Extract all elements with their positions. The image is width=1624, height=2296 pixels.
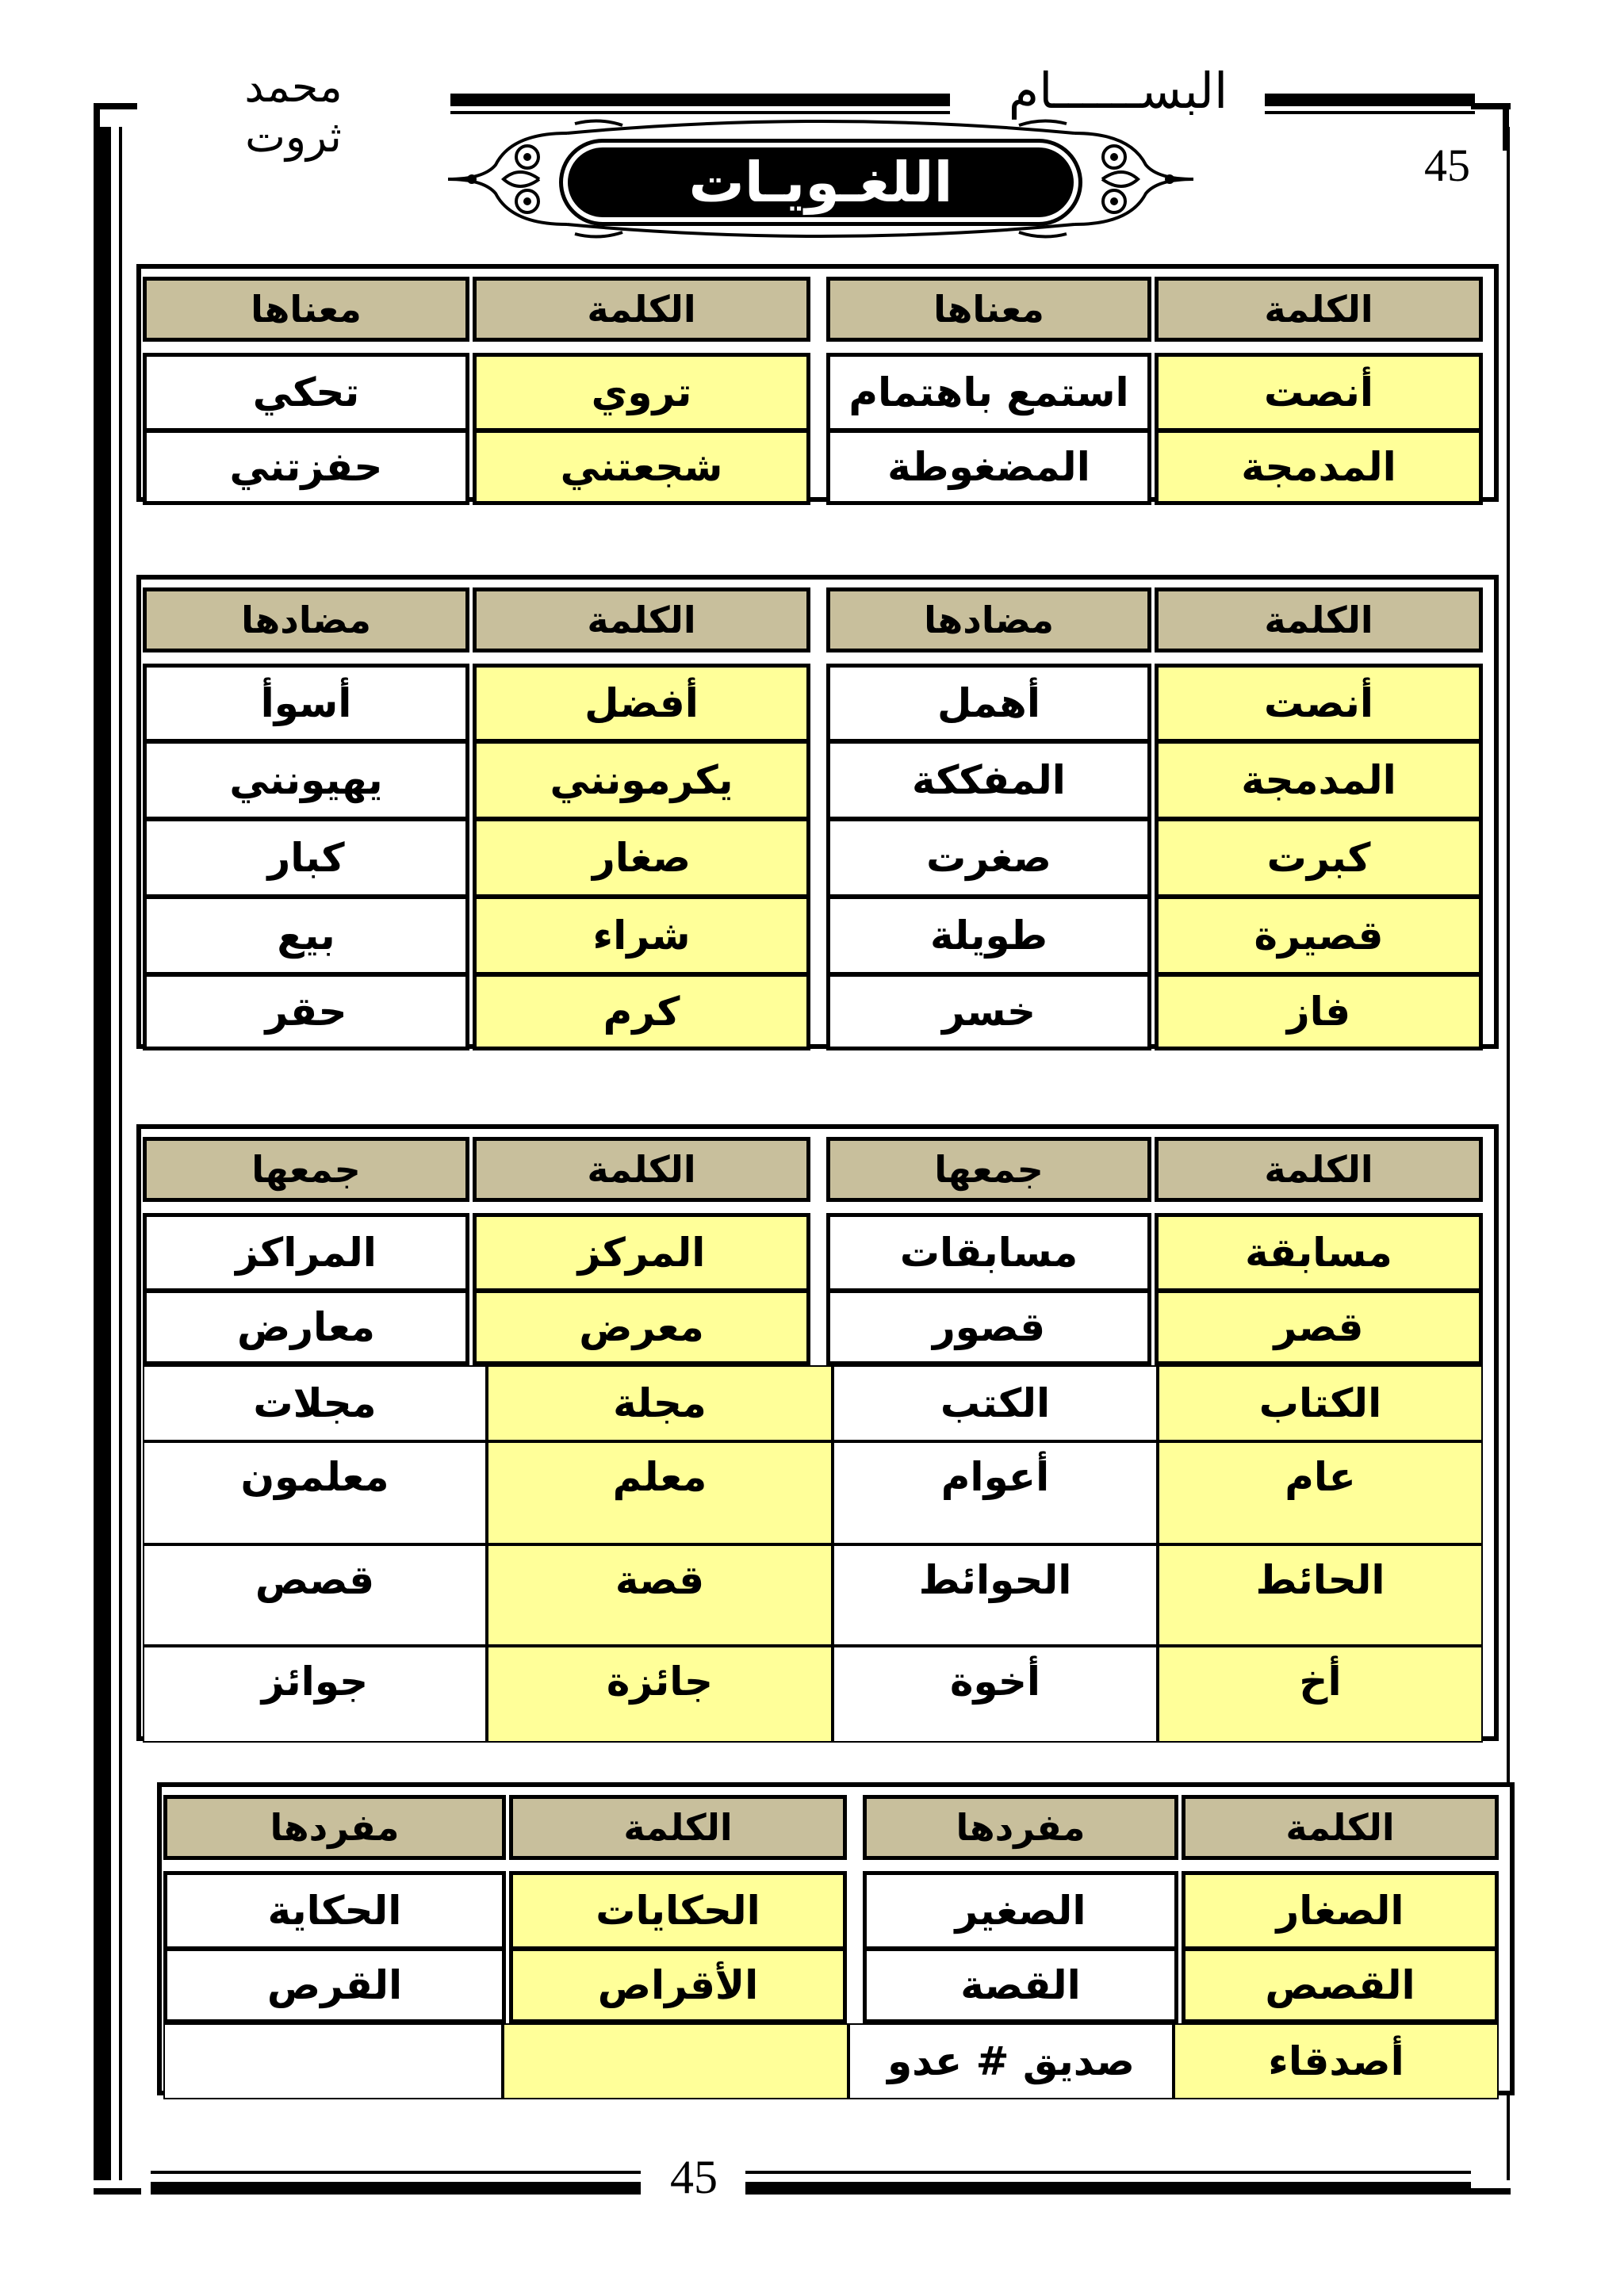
table-cell: أسوأ bbox=[143, 664, 469, 743]
table-cell: عام bbox=[1158, 1441, 1483, 1544]
table-cell: طويلة bbox=[826, 895, 1151, 976]
table-cell: الحائط bbox=[1158, 1544, 1483, 1646]
header-cell: الكلمة bbox=[473, 277, 810, 342]
table-cell: تروي bbox=[473, 353, 810, 432]
table-header-row bbox=[173, 1795, 1499, 1860]
table-cell: معرض bbox=[473, 1289, 810, 1365]
header-cell: مضادها bbox=[143, 587, 469, 652]
table-cell bbox=[163, 2023, 503, 2099]
table-row bbox=[152, 740, 1483, 821]
table-cell: جائزة bbox=[487, 1646, 833, 1743]
frame-corner-bottom-right bbox=[1467, 2188, 1511, 2195]
table-row bbox=[152, 664, 1483, 743]
header-cell: الكلمة bbox=[1155, 277, 1483, 342]
table-row bbox=[152, 817, 1483, 898]
table-cell: مسابقة bbox=[1155, 1213, 1483, 1292]
table-cell: معلم bbox=[487, 1441, 833, 1544]
table-cell: قصور bbox=[826, 1289, 1151, 1365]
header-rule-left-thin bbox=[450, 111, 950, 114]
table-cell: أفضل bbox=[473, 664, 810, 743]
table-cell: أنصت bbox=[1155, 664, 1483, 743]
table-row bbox=[173, 2023, 1499, 2099]
table-cell: يكرمونني bbox=[473, 740, 810, 821]
table-cell: الصغار bbox=[1182, 1871, 1499, 1950]
table-cell: تحكي bbox=[143, 353, 469, 432]
table-cell: المدمجة bbox=[1155, 740, 1483, 821]
table-cell: أخ bbox=[1158, 1646, 1483, 1743]
header-rule-right-thin bbox=[1265, 111, 1475, 114]
table-cell: صغرت bbox=[826, 817, 1151, 898]
table-cell: شراء bbox=[473, 895, 810, 976]
table-cell: المفككة bbox=[826, 740, 1151, 821]
table-cell: القرص bbox=[163, 1947, 506, 2023]
table-cell: مجلات bbox=[143, 1365, 487, 1441]
header-rule-right-thick bbox=[1265, 94, 1475, 106]
table-cell: كبار bbox=[143, 817, 469, 898]
table-row bbox=[152, 1213, 1483, 1292]
table-cell: صغار bbox=[473, 817, 810, 898]
table-cell: القصة bbox=[863, 1947, 1178, 2023]
header-cell: الكلمة bbox=[1155, 1137, 1483, 1202]
plurals-table bbox=[136, 1124, 1499, 1741]
header-cell: معناها bbox=[143, 277, 469, 342]
header-cell: مفردها bbox=[863, 1795, 1178, 1860]
table-cell: أنصت bbox=[1155, 353, 1483, 432]
table-cell: جوائز bbox=[143, 1646, 487, 1743]
table-cell: فاز bbox=[1155, 973, 1483, 1050]
opposites-table bbox=[136, 575, 1499, 1049]
table-cell: أهمل bbox=[826, 664, 1151, 743]
table-row bbox=[152, 429, 1483, 505]
table-cell: أعوام bbox=[833, 1441, 1158, 1544]
table-cell: الحكاية bbox=[163, 1871, 506, 1950]
footer-rule-right-thick bbox=[745, 2182, 1471, 2195]
table-row bbox=[152, 1289, 1483, 1365]
header-cell: الكلمة bbox=[1182, 1795, 1499, 1860]
header-cell: معناها bbox=[826, 277, 1151, 342]
frame-corner-top-left bbox=[94, 103, 137, 109]
table-row bbox=[173, 1947, 1499, 2023]
table-row bbox=[173, 1871, 1499, 1950]
table-cell: استمع باهتمام bbox=[826, 353, 1151, 432]
table-cell: مجلة bbox=[487, 1365, 833, 1441]
table-cell: القصص bbox=[1182, 1947, 1499, 2023]
table-cell: الصغير bbox=[863, 1871, 1178, 1950]
table-cell: بيع bbox=[143, 895, 469, 976]
table-row bbox=[152, 353, 1483, 432]
title-banner bbox=[440, 117, 1201, 240]
table-cell: قصيرة bbox=[1155, 895, 1483, 976]
page-frame-left-line bbox=[119, 127, 122, 2180]
header-cell: الكلمة bbox=[1155, 587, 1483, 652]
table-row bbox=[152, 1646, 1483, 1743]
table-cell: خسر bbox=[826, 973, 1151, 1050]
table-cell: كبرت bbox=[1155, 817, 1483, 898]
table-cell: المراكز bbox=[143, 1213, 469, 1292]
header-cell: الكلمة bbox=[473, 587, 810, 652]
meanings-table bbox=[136, 264, 1499, 502]
page-frame-left-bar bbox=[94, 127, 111, 2180]
footer-rule-left-thin bbox=[151, 2171, 641, 2174]
table-cell: حقر bbox=[143, 973, 469, 1050]
header-cell: جمعها bbox=[826, 1137, 1151, 1202]
frame-corner-bottom-left bbox=[94, 2188, 141, 2195]
table-cell: الكتاب bbox=[1158, 1365, 1483, 1441]
table-cell: قصة bbox=[487, 1544, 833, 1646]
table-cell: المدمجة bbox=[1155, 429, 1483, 505]
table-cell: يهيونني bbox=[143, 740, 469, 821]
table-cell: شجعتني bbox=[473, 429, 810, 505]
table-header-row bbox=[152, 587, 1483, 652]
banner-title: اللغـويـات bbox=[563, 143, 1078, 222]
table-cell: مسابقات bbox=[826, 1213, 1151, 1292]
table-cell: قصص bbox=[143, 1544, 487, 1646]
table-cell: الكتب bbox=[833, 1365, 1158, 1441]
table-cell: قصر bbox=[1155, 1289, 1483, 1365]
header-author: محمد ثروت bbox=[244, 62, 343, 162]
header-title: البســــــام bbox=[1008, 62, 1228, 120]
table-cell: الحكايات bbox=[509, 1871, 847, 1950]
table-cell: المركز bbox=[473, 1213, 810, 1292]
table-cell: كرم bbox=[473, 973, 810, 1050]
header-page-number: 45 bbox=[1424, 140, 1470, 191]
table-row bbox=[152, 895, 1483, 976]
singulars-table bbox=[157, 1782, 1515, 2095]
table-row bbox=[152, 1544, 1483, 1646]
table-cell: معلمون bbox=[143, 1441, 487, 1544]
table-cell: المضغوطة bbox=[826, 429, 1151, 505]
table-cell: أخوة bbox=[833, 1646, 1158, 1743]
footer-rule-left-thick bbox=[151, 2182, 641, 2195]
header-cell: مضادها bbox=[826, 587, 1151, 652]
header-cell: الكلمة bbox=[509, 1795, 847, 1860]
table-header-row bbox=[152, 277, 1483, 342]
table-cell: أصدقاء bbox=[1174, 2023, 1499, 2099]
table-row bbox=[152, 1441, 1483, 1544]
table-cell: صديق # عدو bbox=[848, 2023, 1174, 2099]
table-cell: حفزتني bbox=[143, 429, 469, 505]
header-cell: مفردها bbox=[163, 1795, 506, 1860]
table-header-row bbox=[152, 1137, 1483, 1202]
table-row bbox=[152, 1365, 1483, 1441]
frame-corner-top-left-v bbox=[94, 103, 100, 151]
table-cell: معارض bbox=[143, 1289, 469, 1365]
frame-corner-top-right-v bbox=[1503, 103, 1509, 151]
header-cell: جمعها bbox=[143, 1137, 469, 1202]
table-row bbox=[152, 973, 1483, 1050]
table-cell: الأقراص bbox=[509, 1947, 847, 2023]
footer-page-number: 45 bbox=[670, 2151, 718, 2203]
table-cell bbox=[503, 2023, 848, 2099]
table-cell: الحوائط bbox=[833, 1544, 1158, 1646]
header-cell: الكلمة bbox=[473, 1137, 810, 1202]
header-rule-left-thick bbox=[450, 94, 950, 106]
footer-rule-right-thin bbox=[745, 2171, 1471, 2174]
